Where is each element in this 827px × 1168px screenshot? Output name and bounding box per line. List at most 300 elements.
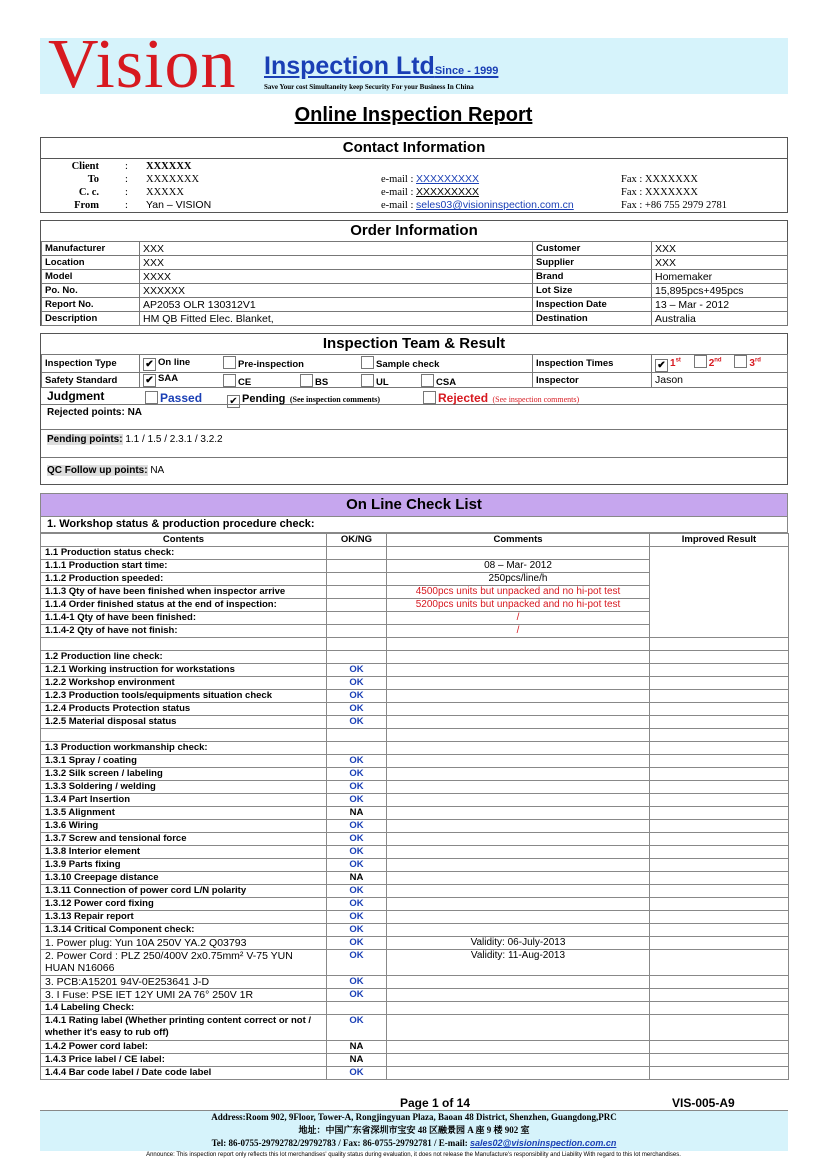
checklist-item-status: OK: [327, 950, 387, 976]
time-1-option[interactable]: [655, 358, 681, 369]
checklist-item-content: 1.3.6 Wiring: [41, 820, 327, 833]
checklist-item-comment: [387, 885, 650, 898]
judgment-pending-label: Pending: [242, 393, 286, 405]
checklist-item-status: [327, 560, 387, 573]
client-label: Client: [71, 161, 99, 172]
checklist-item-status: [327, 625, 387, 638]
improved-result-cell: [650, 794, 789, 807]
time-2-label: 2: [708, 358, 715, 369]
checklist-item-status: OK: [327, 989, 387, 1002]
order-value: Australia: [652, 312, 788, 326]
checklist-item-comment: 4500pcs units but unpacked and no hi-pot test: [387, 586, 650, 599]
checklist-row: [41, 833, 789, 846]
checklist-item-content: 1.2.1 Working instruction for workstations: [41, 664, 327, 677]
checklist-item-content: 1.4.2 Power cord label:: [41, 1041, 327, 1054]
checklist-item-content: 1.3.13 Repair report: [41, 911, 327, 924]
checklist-item-status: OK: [327, 911, 387, 924]
order-label: Destination: [533, 312, 652, 326]
time-1-label: 1: [670, 358, 676, 369]
checklist-item-comment: [387, 677, 650, 690]
checklist-item-comment: [387, 911, 650, 924]
improved-result-cell: [650, 677, 789, 690]
checklist-item-comment: [387, 638, 650, 651]
col-comments-header: Comments: [387, 534, 650, 547]
std-saa-option[interactable]: [143, 373, 178, 384]
checklist-item-content: 1.4 Labeling Check:: [41, 1002, 327, 1015]
from-email-link[interactable]: seles03@visioninspection.com.cn: [416, 199, 574, 211]
inspection-times-label: Inspection Times: [533, 355, 652, 373]
checklist-item-comment: [387, 1002, 650, 1015]
checklist-item-comment: [387, 781, 650, 794]
checklist-row: [41, 820, 789, 833]
order-label: Report No.: [42, 298, 140, 312]
rejected-points-value: NA: [127, 407, 143, 418]
checklist-table: [40, 533, 789, 1080]
improved-result-cell: [650, 1002, 789, 1015]
footer-announce: Announce: This inspection report only reflects this lot merchandises' quality status during evaluation, it does not release the Manufacture's responsibility and Liability With regard to this lot merchandises.: [146, 1152, 681, 1158]
checkbox-icon: [421, 374, 434, 387]
checklist-item-status: [327, 742, 387, 755]
checklist-item-status: OK: [327, 833, 387, 846]
order-label: Inspection Date: [533, 298, 652, 312]
checklist-item-content: 3. I Fuse: PSE IET 12Y UMI 2A 76° 250V 1R: [41, 989, 327, 1002]
rejected-note: (See inspection comments): [492, 395, 580, 404]
order-label: Po. No.: [42, 284, 140, 298]
checklist-row: [41, 885, 789, 898]
checkbox-checked-icon: ✔: [227, 395, 240, 408]
checklist-item-comment: [387, 820, 650, 833]
checklist-item-status: OK: [327, 768, 387, 781]
checkbox-icon: [223, 374, 236, 387]
std-bs-option[interactable]: [300, 374, 328, 388]
pending-points-value: 1.1 / 1.5 / 2.3.1 / 3.2.2: [125, 434, 223, 445]
time-2-option[interactable]: [694, 358, 722, 369]
type-sample-label: Sample check: [376, 359, 440, 370]
checklist-item-comment: [387, 989, 650, 1002]
inspector-label: Inspector: [533, 373, 652, 388]
std-ce-option[interactable]: [223, 374, 251, 388]
std-bs-label: BS: [315, 377, 329, 388]
colon: :: [125, 174, 128, 185]
contact-section: [40, 137, 788, 213]
report-title: Online Inspection Report: [294, 104, 533, 126]
colon: :: [125, 200, 128, 211]
order-label: Model: [42, 270, 140, 284]
checkbox-icon: [694, 355, 707, 368]
checklist-item-comment: [387, 729, 650, 742]
type-online-label: On line: [158, 356, 191, 368]
checklist-item-comment: [387, 807, 650, 820]
contact-title: Contact Information: [41, 138, 787, 159]
to-label: To: [87, 174, 99, 185]
footer-banner: [40, 1110, 788, 1151]
improved-result-cell: [650, 651, 789, 664]
checklist-row: [41, 846, 789, 859]
contact-values: [146, 160, 211, 212]
inspection-type-options: [140, 355, 533, 373]
checklist-item-comment: Validity: 06-July-2013: [387, 937, 650, 950]
checklist-row: [41, 872, 789, 885]
checklist-item-comment: [387, 872, 650, 885]
improved-result-cell: [650, 820, 789, 833]
checklist-item-comment: [387, 794, 650, 807]
checklist-item-comment: [387, 690, 650, 703]
improved-result-cell: [650, 768, 789, 781]
std-csa-option[interactable]: [421, 374, 456, 388]
checklist-item-comment: 08 – Mar- 2012: [387, 560, 650, 573]
order-value: Homemaker: [652, 270, 788, 284]
checklist-item-content: 1.2.5 Material disposal status: [41, 716, 327, 729]
order-value: 15,895pcs+495pcs: [652, 284, 788, 298]
checklist-item-status: OK: [327, 716, 387, 729]
checklist-row: [41, 976, 789, 989]
order-title: Order Information: [350, 222, 478, 239]
inspection-times-options: [652, 355, 788, 373]
std-saa-label: SAA: [158, 373, 179, 384]
checklist-item-comment: 250pcs/line/h: [387, 573, 650, 586]
improved-result-cell: [650, 950, 789, 976]
checkbox-icon: [423, 391, 436, 404]
checkbox-checked-icon: ✔: [143, 374, 156, 387]
checklist-item-content: 3. PCB:A15201 94V-0E253641 J-D: [41, 976, 327, 989]
contact-faxes: [621, 173, 727, 212]
type-online-option[interactable]: [143, 357, 190, 368]
checkbox-icon: [300, 374, 313, 387]
company-name-text: Inspection Ltd: [264, 52, 435, 80]
checklist-item-content: 1.3.9 Parts fixing: [41, 859, 327, 872]
checklist-item-status: NA: [327, 1054, 387, 1067]
improved-result-cell: [650, 859, 789, 872]
checklist-item-content: 1.3.2 Silk screen / labeling: [41, 768, 327, 781]
checklist-item-status: OK: [327, 846, 387, 859]
checklist-item-status: OK: [327, 937, 387, 950]
pending-points-label: Pending points:: [47, 434, 123, 445]
checklist-item-status: OK: [327, 703, 387, 716]
order-value: XXX: [652, 256, 788, 270]
checklist-item-content: 1.2 Production line check:: [41, 651, 327, 664]
checklist-item-content: 1.4.4 Bar code label / Date code label: [41, 1067, 327, 1080]
checklist-item-comment: [387, 898, 650, 911]
fax-label: Fax :: [621, 187, 643, 198]
checklist-item-content: 1.1 Production status check:: [41, 547, 327, 560]
checklist-item-content: 1.3.8 Interior element: [41, 846, 327, 859]
improved-result-cell: [650, 924, 789, 937]
checklist-item-comment: Validity: 11-Aug-2013: [387, 950, 650, 976]
checklist-item-comment: [387, 1054, 650, 1067]
checklist-item-content: 1.3 Production workmanship check:: [41, 742, 327, 755]
pending-points-row: [41, 430, 787, 458]
checklist-row: [41, 703, 789, 716]
judgment-rejected-option[interactable]: [423, 389, 579, 407]
order-row: [42, 298, 788, 312]
rejected-points-row: [41, 405, 787, 430]
checklist-row: [41, 859, 789, 872]
judgment-passed-label: Passed: [160, 391, 203, 405]
checklist-item-status: [327, 1002, 387, 1015]
time-3-option[interactable]: [734, 358, 761, 369]
checklist-item-content: 1.1.4-2 Qty of have not finish:: [41, 625, 327, 638]
checklist-item-status: NA: [327, 1041, 387, 1054]
checklist-item-content: 1.3.5 Alignment: [41, 807, 327, 820]
footer-tel-fax: Tel: 86-0755-29792782/29792783 / Fax: 86-0755-29792781 / E-mail:: [211, 1138, 468, 1148]
to-fax: XXXXXXX: [644, 174, 699, 185]
order-label: Brand: [533, 270, 652, 284]
order-table: [41, 241, 788, 326]
qc-followup-row: [41, 458, 787, 483]
checklist-item-status: OK: [327, 1067, 387, 1080]
time-2-suffix: nd: [714, 357, 722, 364]
order-section: [40, 220, 788, 326]
to-value: XXXXXXX: [146, 174, 200, 185]
checklist-item-status: OK: [327, 976, 387, 989]
improved-result-cell: [650, 1054, 789, 1067]
improved-result-cell: [650, 690, 789, 703]
improved-result-cell: [650, 781, 789, 794]
checklist-item-comment: [387, 1015, 650, 1041]
checklist-row: [41, 664, 789, 677]
improved-result-cell: [650, 833, 789, 846]
contact-emails: [381, 173, 574, 212]
checklist-item-comment: 5200pcs units but unpacked and no hi-pot test: [387, 599, 650, 612]
page-number: Page 1 of 14: [400, 1096, 471, 1110]
checklist-item-status: [327, 586, 387, 599]
checklist-row: [41, 1002, 789, 1015]
improved-result-cell: [650, 638, 789, 651]
checklist-item-content: 1.2.2 Workshop environment: [41, 677, 327, 690]
checklist-item-content: 2. Power Cord : PLZ 250/400V 2x0.75mm² V-75 YUN HUAN N16066: [41, 950, 327, 976]
to-email-link[interactable]: XXXXXXXXX: [416, 173, 480, 185]
improved-result-cell: [650, 898, 789, 911]
checklist-item-content: [41, 729, 327, 742]
checkbox-icon: [223, 356, 236, 369]
judgment-pending-option[interactable]: [227, 389, 380, 408]
pending-note: (See inspection comments): [289, 395, 381, 404]
checklist-item-comment: [387, 1067, 650, 1080]
checklist-row: [41, 651, 789, 664]
improved-result-cell: [650, 729, 789, 742]
order-row: [42, 256, 788, 270]
rejected-points-label: Rejected points:: [47, 407, 125, 418]
from-label: From: [74, 200, 99, 211]
order-label: Lot Size: [533, 284, 652, 298]
judgment-passed-option[interactable]: [145, 389, 202, 407]
checkbox-icon: [734, 355, 747, 368]
order-value: XXX: [652, 242, 788, 256]
checklist-item-content: 1.3.1 Spray / coating: [41, 755, 327, 768]
checklist-item-comment: [387, 833, 650, 846]
checklist-row: [41, 1067, 789, 1080]
judgment-row: [41, 388, 787, 405]
checklist-item-content: 1.4.1 Rating label (Whether printing content correct or not / whether it's easy to rub off): [41, 1015, 327, 1041]
type-pre-option[interactable]: [223, 356, 304, 370]
checklist-item-status: [327, 638, 387, 651]
checkbox-icon: [361, 374, 374, 387]
checklist-row: [41, 924, 789, 937]
checklist-item-content: 1.3.10 Creepage distance: [41, 872, 327, 885]
checkbox-checked-icon: ✔: [143, 358, 156, 371]
checklist-item-comment: [387, 664, 650, 677]
col-contents-header: Contents: [41, 534, 327, 547]
fax-label: Fax :: [621, 174, 643, 185]
checklist-item-status: OK: [327, 859, 387, 872]
checklist-item-status: [327, 573, 387, 586]
checklist-item-content: 1.3.7 Screw and tensional force: [41, 833, 327, 846]
checklist-item-comment: [387, 1041, 650, 1054]
improved-result-cell: [650, 937, 789, 950]
order-value: XXX: [140, 242, 533, 256]
improved-result-cell: [650, 664, 789, 677]
checklist-item-content: 1.1.4-1 Qty of have been finished:: [41, 612, 327, 625]
checklist-row: [41, 898, 789, 911]
checklist-item-content: 1.3.14 Critical Component check:: [41, 924, 327, 937]
footer-address: Address:Room 902, 9Floor, Tower-A, Rongjingyuan Plaza, Baoan 48 District, Shenzhen, Guangdong,PRC: [211, 1112, 617, 1122]
safety-standard-label: Safety Standard: [42, 373, 140, 388]
checklist-item-comment: [387, 547, 650, 560]
improved-result-cell: [650, 872, 789, 885]
std-ul-option[interactable]: [361, 374, 389, 388]
checklist-row: [41, 690, 789, 703]
checklist-item-content: 1.4.3 Price label / CE label:: [41, 1054, 327, 1067]
improved-result-cell: [650, 547, 789, 638]
improved-result-cell: [650, 846, 789, 859]
checklist-item-status: OK: [327, 1015, 387, 1041]
improved-result-cell: [650, 1067, 789, 1080]
team-title: Inspection Team & Result: [322, 335, 506, 352]
checklist-row: [41, 950, 789, 976]
team-section: [40, 333, 788, 485]
from-value: Yan – VISION: [146, 199, 212, 211]
email-label: e-mail :: [381, 174, 414, 185]
time-3-label: 3: [749, 358, 755, 369]
checklist-item-status: OK: [327, 677, 387, 690]
checklist-item-comment: [387, 924, 650, 937]
checklist-row: [41, 768, 789, 781]
checklist-item-status: [327, 651, 387, 664]
improved-result-cell: [650, 807, 789, 820]
checklist-item-comment: [387, 755, 650, 768]
checklist-row: [41, 547, 789, 560]
order-value: XXX: [140, 256, 533, 270]
checklist-row: [41, 742, 789, 755]
order-value: AP2053 OLR 130312V1: [140, 298, 533, 312]
checklist-row: [41, 755, 789, 768]
from-fax: +86 755 2979 2781: [644, 200, 727, 211]
improved-result-cell: [650, 755, 789, 768]
order-label: Location: [42, 256, 140, 270]
checklist-item-content: 1. Power plug: Yun 10A 250V YA.2 Q03793: [41, 937, 327, 950]
checklist-item-comment: [387, 846, 650, 859]
checklist-item-content: 1.3.4 Part Insertion: [41, 794, 327, 807]
col-improved-header: Improved Result: [650, 534, 789, 547]
checklist-item-status: OK: [327, 820, 387, 833]
checklist-item-content: 1.1.1 Production start time:: [41, 560, 327, 573]
email-label: e-mail :: [381, 200, 414, 211]
checklist-item-status: NA: [327, 807, 387, 820]
checklist-row: [41, 716, 789, 729]
checklist-item-content: 1.3.11 Connection of power cord L/N polarity: [41, 885, 327, 898]
company-name: [264, 52, 498, 81]
checkbox-checked-icon: ✔: [655, 359, 668, 372]
type-sample-option[interactable]: [361, 356, 439, 370]
improved-result-cell: [650, 703, 789, 716]
order-row: [42, 270, 788, 284]
checklist-item-status: [327, 547, 387, 560]
time-3-suffix: rd: [754, 357, 761, 364]
cc-fax: XXXXXXX: [644, 187, 699, 198]
order-value: XXXX: [140, 270, 533, 284]
checklist-item-comment: [387, 703, 650, 716]
checklist-item-content: 1.3.3 Soldering / welding: [41, 781, 327, 794]
email-label: e-mail :: [381, 187, 414, 198]
safety-standard-options: [140, 373, 533, 388]
checklist-row: [41, 1015, 789, 1041]
team-table: [41, 354, 788, 388]
footer-email-link[interactable]: sales02@visioninspection.com.cn: [470, 1138, 617, 1148]
checklist-item-status: OK: [327, 898, 387, 911]
checklist-row: [41, 807, 789, 820]
checklist-row: [41, 1041, 789, 1054]
checklist-item-status: OK: [327, 924, 387, 937]
qc-followup-value: NA: [150, 465, 165, 476]
checklist-section: [40, 493, 788, 1080]
client-value: XXXXXX: [146, 161, 192, 172]
improved-result-cell: [650, 911, 789, 924]
checklist-item-comment: /: [387, 625, 650, 638]
checklist-item-status: OK: [327, 755, 387, 768]
std-ce-label: CE: [238, 377, 252, 388]
improved-result-cell: [650, 989, 789, 1002]
type-pre-label: Pre-inspection: [238, 359, 304, 370]
std-csa-label: CSA: [436, 377, 457, 388]
improved-result-cell: [650, 716, 789, 729]
doc-code: VIS-005-A9: [672, 1096, 735, 1110]
checklist-item-status: OK: [327, 781, 387, 794]
checklist-item-status: OK: [327, 794, 387, 807]
company-since: Since - 1999: [434, 65, 499, 77]
colon: :: [125, 187, 128, 198]
checklist-row: [41, 794, 789, 807]
cc-email-link[interactable]: XXXXXXXXX: [416, 186, 480, 198]
checklist-item-content: 1.2.4 Products Protection status: [41, 703, 327, 716]
contact-labels: [51, 160, 99, 212]
checkbox-icon: [145, 391, 158, 404]
inspector-value: Jason: [652, 373, 788, 388]
checklist-item-comment: [387, 716, 650, 729]
checklist-item-comment: [387, 859, 650, 872]
checklist-row: [41, 989, 789, 1002]
footer-address-cn: 地址：中国广东省深圳市宝安 48 区融景园 A 座 9 楼 902 室: [298, 1125, 530, 1135]
checklist-item-comment: [387, 651, 650, 664]
inspection-type-label: Inspection Type: [42, 355, 140, 373]
order-label: Manufacturer: [42, 242, 140, 256]
cc-value: XXXXX: [146, 187, 184, 198]
checkbox-icon: [361, 356, 374, 369]
checklist-row: [41, 937, 789, 950]
company-logo: Vision: [48, 26, 237, 103]
colon: :: [125, 161, 128, 172]
checklist-item-comment: [387, 976, 650, 989]
judgment-rejected-label: Rejected: [438, 391, 489, 405]
std-ul-label: UL: [376, 377, 389, 388]
checklist-title: On Line Check List: [40, 493, 788, 517]
checklist-item-content: 1.1.2 Production speeded:: [41, 573, 327, 586]
checklist-item-content: 1.1.4 Order finished status at the end of inspection:: [41, 599, 327, 612]
improved-result-cell: [650, 1015, 789, 1041]
checklist-item-status: OK: [327, 690, 387, 703]
judgment-label: Judgment: [47, 389, 105, 403]
company-slogan: Save Your cost Simultaneity keep Security For your Business In China: [264, 83, 474, 91]
order-row: [42, 284, 788, 298]
